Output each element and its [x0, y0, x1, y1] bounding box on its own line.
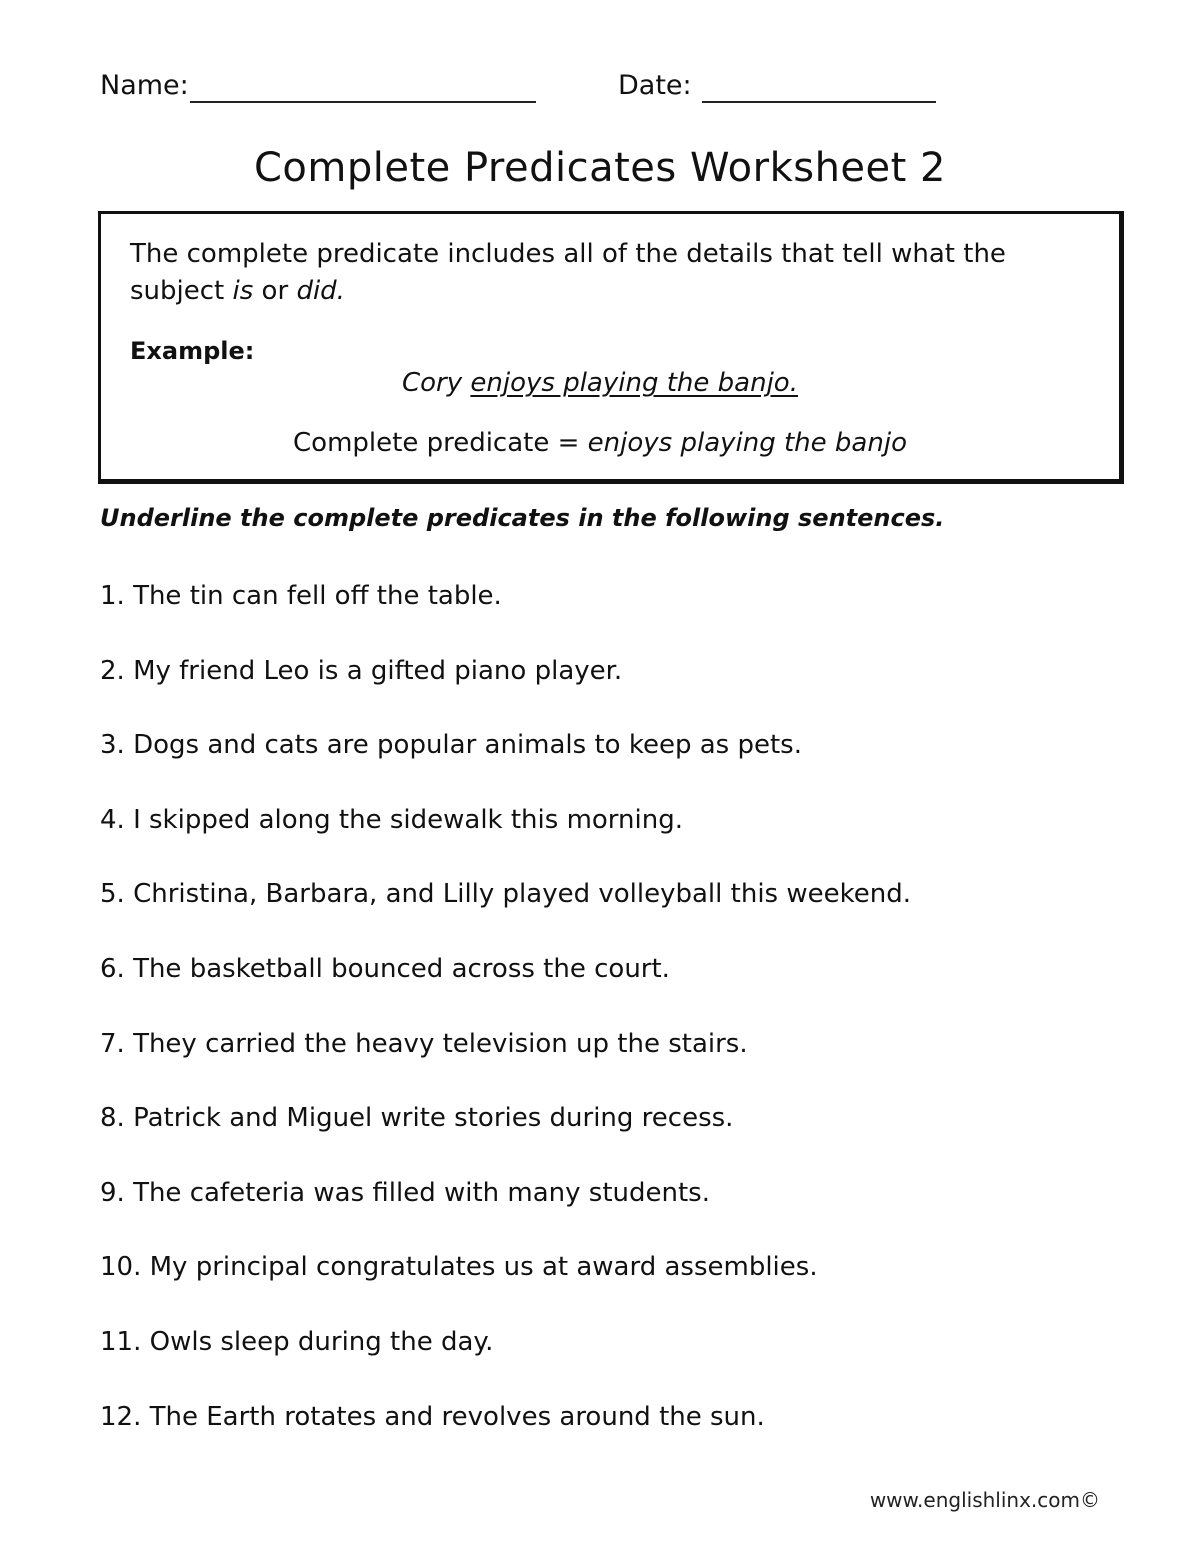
sentence-item: 11. Owls sleep during the day.: [100, 1326, 494, 1357]
sentence-item: 2. My friend Leo is a gifted piano player.: [100, 655, 623, 686]
date-label: Date:: [618, 70, 692, 101]
name-blank-line: [190, 101, 536, 103]
name-label: Name:: [100, 70, 189, 101]
sentence-item: 8. Patrick and Miguel write stories during recess.: [100, 1103, 734, 1134]
example-sentence: [0, 368, 1200, 398]
footer-website: www.englishlinx.com©: [869, 1488, 1100, 1512]
sentence-item: 5. Christina, Barbara, and Lilly played volleyball this weekend.: [100, 879, 911, 910]
definition-text-main: The complete predicate includes all of the details that tell what the subject: [130, 239, 1006, 306]
instructions: Underline the complete predicates in the following sentences.: [100, 504, 945, 532]
example-result-value: enjoys playing the banjo: [587, 428, 907, 458]
sentence-item: 7. They carried the heavy television up the stairs.: [100, 1028, 748, 1059]
sentence-item: 4. I skipped along the sidewalk this morning.: [100, 804, 683, 835]
example-result: [0, 428, 1200, 458]
definition-or-word: or: [253, 276, 297, 306]
sentence-item: 6. The basketball bounced across the court.: [100, 953, 670, 984]
definition-text: [130, 236, 1090, 310]
example-subject: Cory: [402, 368, 471, 398]
page-title: Complete Predicates Worksheet 2: [254, 145, 946, 191]
date-blank-line: [702, 101, 936, 103]
sentence-item: 9. The cafeteria was filled with many students.: [100, 1177, 710, 1208]
sentence-item: 1. The tin can fell off the table.: [100, 581, 502, 611]
definition-is-word: is: [232, 276, 254, 306]
definition-did-word: did.: [296, 276, 345, 306]
sentence-list: [100, 574, 911, 1469]
sentence-item: 10. My principal congratulates us at award assemblies.: [100, 1252, 818, 1283]
sentence-item: 3. Dogs and cats are popular animals to keep as pets.: [100, 730, 802, 761]
example-predicate: enjoys playing the banjo.: [470, 368, 798, 398]
example-label: Example:: [130, 337, 255, 365]
example-result-label: Complete predicate =: [293, 428, 588, 458]
sentence-item: 12. The Earth rotates and revolves around the sun.: [100, 1401, 765, 1432]
